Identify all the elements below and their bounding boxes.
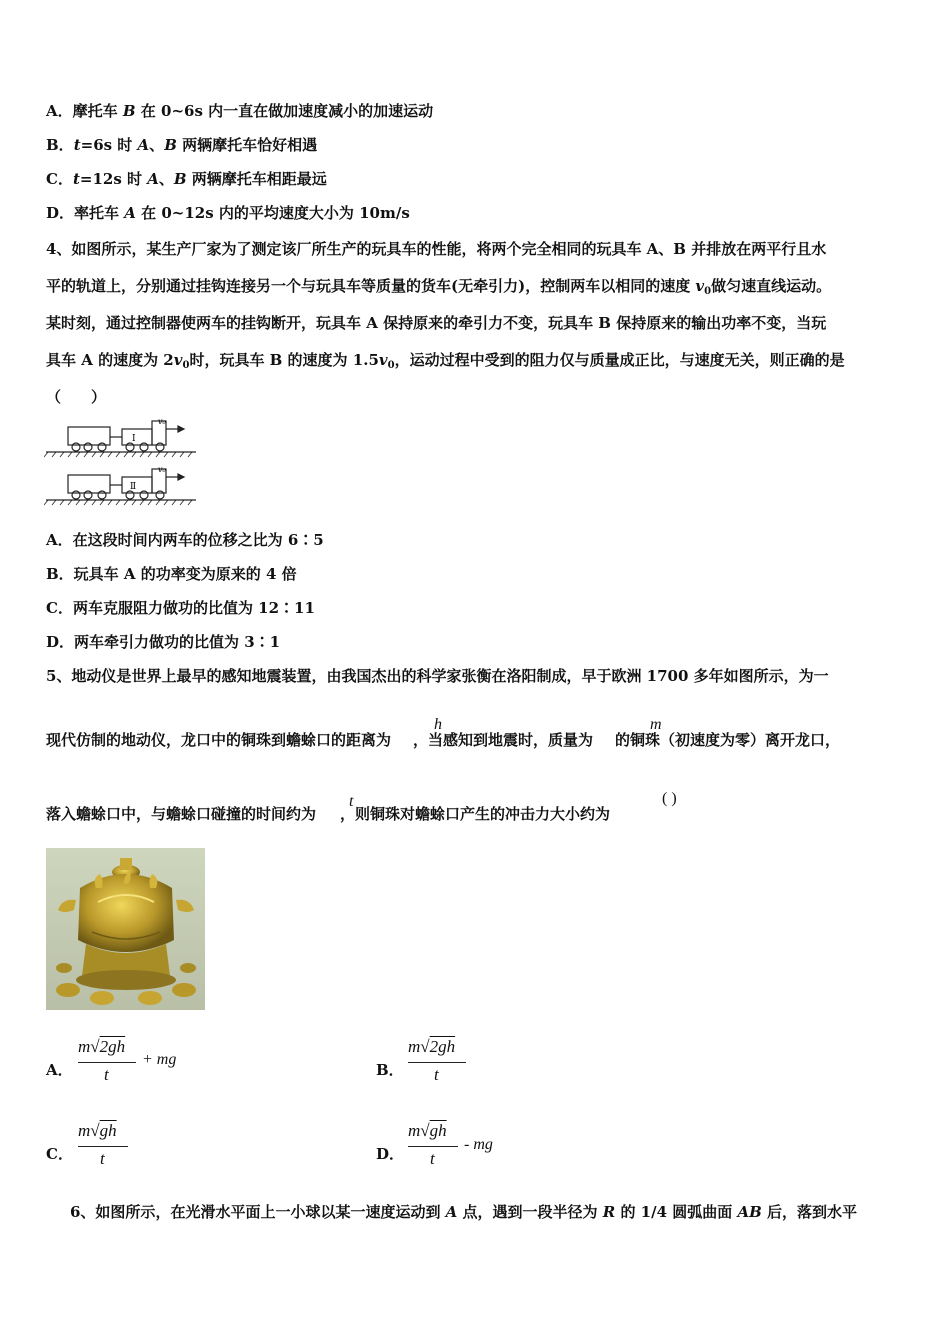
fraction-denominator: t <box>104 1065 109 1084</box>
fraction-denominator: t <box>430 1149 435 1168</box>
toy-car-figure <box>44 415 200 507</box>
symbol-h: h <box>434 716 442 733</box>
q4-option-b: B．玩具车 A 的功率变为原来的 4 倍 <box>46 565 297 583</box>
q3-option-b: B．t=6s 时 A、B 两辆摩托车恰好相遇 <box>46 136 318 154</box>
q5-option-d-extra: - mg <box>464 1136 493 1153</box>
truck-label-bottom: Ⅱ <box>130 482 137 492</box>
fraction-denominator: t <box>434 1065 439 1084</box>
fraction-numerator: m√2gh <box>408 1037 456 1056</box>
q6-line-1: 6、如图所示，在光滑水平面上一小球以某一速度运动到 A 点，遇到一段半径为 R 的 1/4 圆弧曲面 AB 后，落到水平 <box>70 1203 858 1221</box>
q5-answer-paren: ( ) <box>662 790 677 807</box>
q5-option-d-label: D． <box>376 1145 405 1163</box>
q5-line-3: 落入蟾蜍口中，与蟾蜍口碰撞的时间约为 ，则铜珠对蟾蜍口产生的冲击力大小约为 <box>46 805 611 823</box>
velocity-label-bottom: v₀ <box>158 465 166 474</box>
q5-option-a-label: A． <box>46 1061 73 1079</box>
q5-option-b-fraction <box>408 1037 468 1087</box>
q5-option-a-extra: + mg <box>142 1051 177 1068</box>
truck-label-top: Ⅰ <box>132 434 136 444</box>
symbol-m: m <box>650 716 662 733</box>
q5-option-d-fraction <box>408 1121 460 1171</box>
velocity-label-top: v₀ <box>158 417 166 426</box>
q3-option-c: C．t=12s 时 A、B 两辆摩托车相距最远 <box>46 170 327 188</box>
fraction-numerator: m√gh <box>78 1121 117 1140</box>
q4-line-1: 4、如图所示，某生产厂家为了测定该厂所生产的玩具车的性能，将两个完全相同的玩具车 A、B 并排放在两平行且水 <box>46 240 827 258</box>
q3-option-a: A．摩托车 B 在 0~6s 内一直在做加速度减小的加速运动 <box>46 102 434 120</box>
fraction-denominator: t <box>100 1149 105 1168</box>
q5-option-c-label: C． <box>46 1145 73 1163</box>
q3-option-d: D．率托车 A 在 0~12s 内的平均速度大小为 10m/s <box>46 204 410 222</box>
q4-option-d: D．两车牵引力做功的比值为 3∶1 <box>46 633 281 651</box>
q5-line-2: 现代仿制的地动仪，龙口中的铜珠到蟾蜍口的距离为 ，当感知到地震时，质量为 的铜珠（初速度为零）离开龙口， <box>46 731 841 749</box>
fraction-numerator: m√gh <box>408 1121 447 1140</box>
q4-line-3: 某时刻，通过控制器使两车的挂钩断开，玩具车 A 保持原来的牵引力不变，玩具车 B 保持原来的输出功率不变，当玩 <box>46 314 827 332</box>
symbol-t: t <box>349 793 354 810</box>
q5-option-a-fraction <box>78 1037 138 1087</box>
q5-line-1: 5、地动仪是世界上最早的感知地震装置，由我国杰出的科学家张衡在洛阳制成，早于欧洲 1700 多年如图所示，为一 <box>46 667 829 685</box>
q4-answer-paren: （ ） <box>46 388 107 406</box>
q5-option-b-label: B． <box>376 1061 404 1079</box>
seismograph-photo <box>46 848 205 1010</box>
fraction-numerator: m√2gh <box>78 1037 126 1056</box>
q4-line-2: 平的轨道上，分别通过挂钩连接另一个与玩具车等质量的货车(无牵引力)，控制两车以相同的速度 $v_0$做匀速直线运动。 <box>46 277 832 297</box>
q4-option-c: C．两车克服阻力做功的比值为 12∶11 <box>46 599 315 617</box>
q5-option-c-fraction <box>78 1121 130 1171</box>
q4-option-a: A．在这段时间内两车的位移之比为 6∶5 <box>46 531 324 549</box>
q4-line-4: 具车 A 的速度为 $2v_0$时，玩具车 B 的速度为 $1.5v_0$，运动过程中受到的阻力仅与质量成正比，与速度无关，则正确的是 <box>46 351 845 371</box>
